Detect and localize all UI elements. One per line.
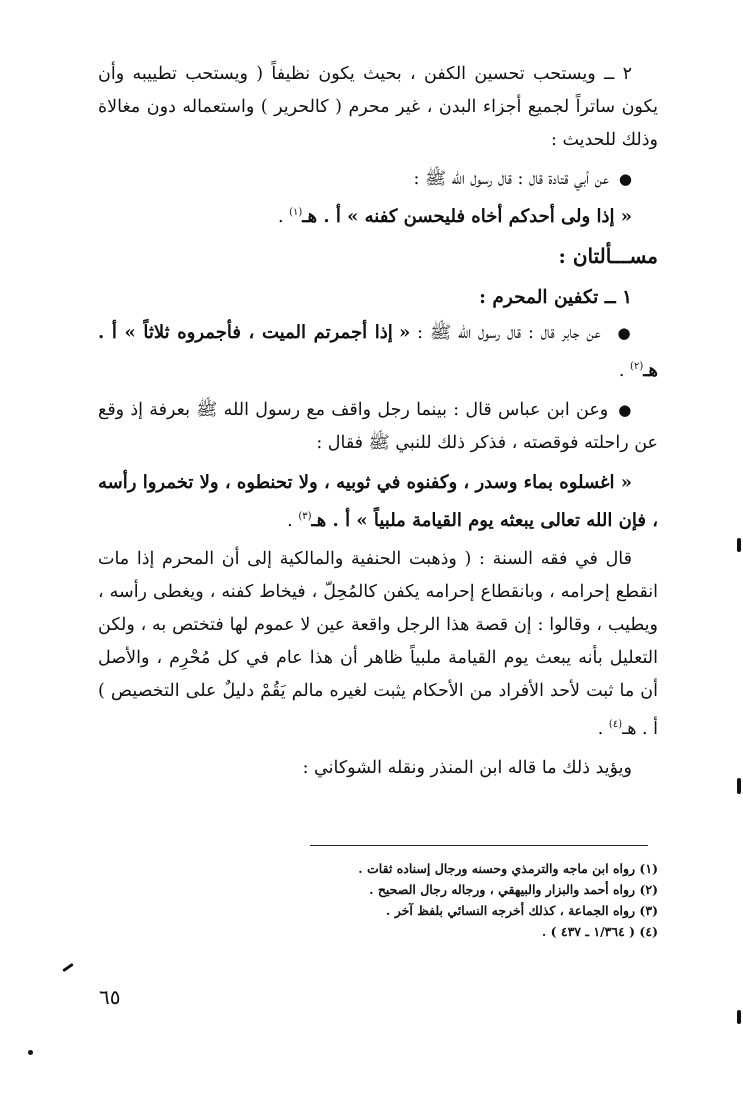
quote-text: قال في فقه السنة : ( وذهبت الحنفية والمالكية إلى أن المحرم إذا مات انقطع إحرامه ، وبانقطاع إحرامه يكفن كالمُحِلّ ، فيخاط كفنه ، ويغطى رأسه ، ويطيب ، وقالوا : إن قصة هذا الرجل واقعة عين لا عموم لها فتختص به ، ولكن التعليل بأنه يبعث يوم القيامة ملبياً ظاهر أن هذا عام في كل مُحْرِم ، والأصل أن ما ثبت لأحد الأفراد من الأحكام يثبت لغيره مالم يَقُمْ دليلٌ على التخصيص ) أ . هـ [98, 549, 658, 740]
hadith-jabir [98, 316, 658, 388]
page-number: ٦٥ [99, 985, 121, 1009]
period: . [618, 360, 631, 381]
section-heading: مســـألتان : [558, 243, 658, 268]
footnote-ref: (١) [289, 207, 303, 218]
scan-mark [28, 1050, 33, 1055]
hadith-intro: عن جابر قال : قال رسول الله ﷺ : [410, 322, 601, 343]
paragraph-shroud-improvement: ٢ ــ ويستحب تحسين الكفن ، بحيث يكون نظيفاً ( ويستحب تطييبه وأن يكون ساتراً لجميع أجزاء البدن ، غير محرم ( كالحرير ) واستعماله دون مغالاة وذلك للحديث : [98, 64, 658, 150]
hadith-text: « إذا ولى أحدكم أخاه فليحسن كفنه » أ . هـ [302, 205, 632, 227]
footnote-ref: (٤) [608, 719, 623, 731]
fiqh-sunnah-quote [98, 543, 658, 746]
main-text [98, 58, 658, 785]
period: . [597, 719, 609, 740]
hadith-intro-ibn-abbas: ● وعن ابن عباس قال : بينما رجل واقف مع رسول الله ﷺ بعرفة إذ وقع عن راحلته فوقصته ، فذكر ذلك للنبي ﷺ فقال : [98, 394, 658, 460]
scan-mark [737, 778, 741, 794]
paragraph-ibn-mundhir: ويؤيد ذلك ما قاله ابن المنذر ونقله الشوكاني : [302, 758, 632, 779]
scan-mark [737, 1010, 741, 1024]
scan-mark [62, 963, 74, 972]
scan-mark [737, 538, 741, 552]
footnote-2: (٢) رواه أحمد والبزار والبيهقي ، ورجاله رجال الصحيح . [369, 882, 658, 897]
hadith-ibn-abbas [98, 466, 658, 538]
footnote-ref: (٣) [298, 510, 312, 522]
hadith-abu-qatada [98, 196, 658, 234]
hadith-text: « اغسلوه بماء وسدر ، وكفنوه في ثوبيه ، ولا تحنطوه ، ولا تخمروا رأسه ، فإن الله تعالى يبعثه يوم القيامة ملبياً » أ . هـ [98, 471, 658, 531]
footnote-4: (٤) ( ١/٣٦٤ ـ ٤٣٧ ) . [541, 924, 658, 939]
hadith-text: « إذا أجمرتم الميت ، فأجمروه ثلاثاً » أ . هـ [98, 321, 658, 381]
subsection-heading: ١ ــ تكفين المحرم : [479, 286, 632, 308]
footnotes [98, 858, 658, 942]
hadith-intro-abu-qatada: ● عن أبي قتادة قال : قال رسول الله ﷺ : [98, 163, 658, 196]
footnote-divider [310, 845, 648, 846]
footnote-ref: (٢) [630, 360, 644, 372]
period: . [277, 206, 290, 227]
period: . [287, 510, 299, 531]
footnote-1: (١) رواه ابن ماجه والترمذي وحسنه ورجال إسناده ثقات . [358, 861, 658, 876]
footnote-3: (٣) رواه الجماعة ، كذلك أخرجه النسائي بلفظ آخر . [386, 903, 658, 918]
